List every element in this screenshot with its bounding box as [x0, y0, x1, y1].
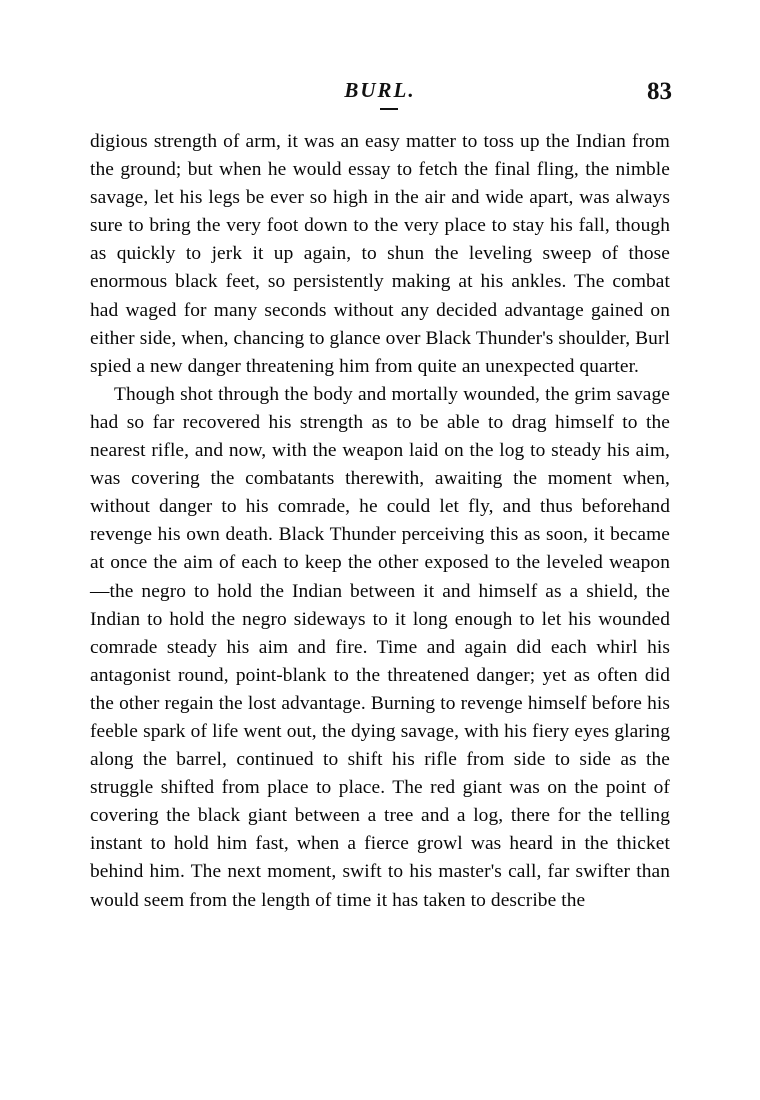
header-rule-divider: [380, 108, 398, 110]
page-header: [88, 78, 672, 118]
running-title: BURL.: [344, 78, 416, 102]
paragraph-2: Though shot through the body and mortally wounded, the grim savage had so far recovered his strength as to be able to drag himself to the nearest rifle, and now, with the weapon laid on the log to steady his aim, was covering the combatants therewith, awaiting the moment when, without danger to his comrade, he could let fly, and thus beforehand revenge his own death. Black Thunder perceiving this as soon, it became at once the aim of each to keep the other exposed to the leveled weapon—the negro to hold the Indian between it and himself as a shield, the Indian to hold the negro sideways to it long enough to let his wounded comrade steady his aim and fire. Time and again did each whirl his antagonist round, point-blank to the threatened danger; yet as often did the other regain the lost advantage. Burning to revenge himself before his feeble spark of life went out, the dying savage, with his fiery eyes glaring along the barrel, continued to shift his rifle from side to side as the struggle shifted from place to place. The red giant was on the point of covering the black giant between a tree and a log, there for the telling instant to hold him fast, when a fierce growl was heard in the thicket behind him. The next moment, swift to his master's call, far swifter than would seem from the length of time it has taken to describe the: [90, 383, 670, 911]
body-text-block: [90, 128, 670, 915]
page-number: 83: [647, 78, 672, 105]
paragraph-1: digious strength of arm, it was an easy matter to toss up the Indian from the ground; but when he would essay to fetch the final fling, the nimble savage, let his legs be ever so high in the air and wide apart, was always sure to bring the very foot down to the very place to stay his fall, though as quickly to jerk it up again, to shun the leveling sweep of those enormous black feet, so persistently making at his ankles. The combat had waged for many seconds without any decided advantage gained on either side, when, chancing to glance over Black Thunder's shoulder, Burl spied a new danger threatening him from quite an unexpected quarter.: [90, 131, 670, 377]
